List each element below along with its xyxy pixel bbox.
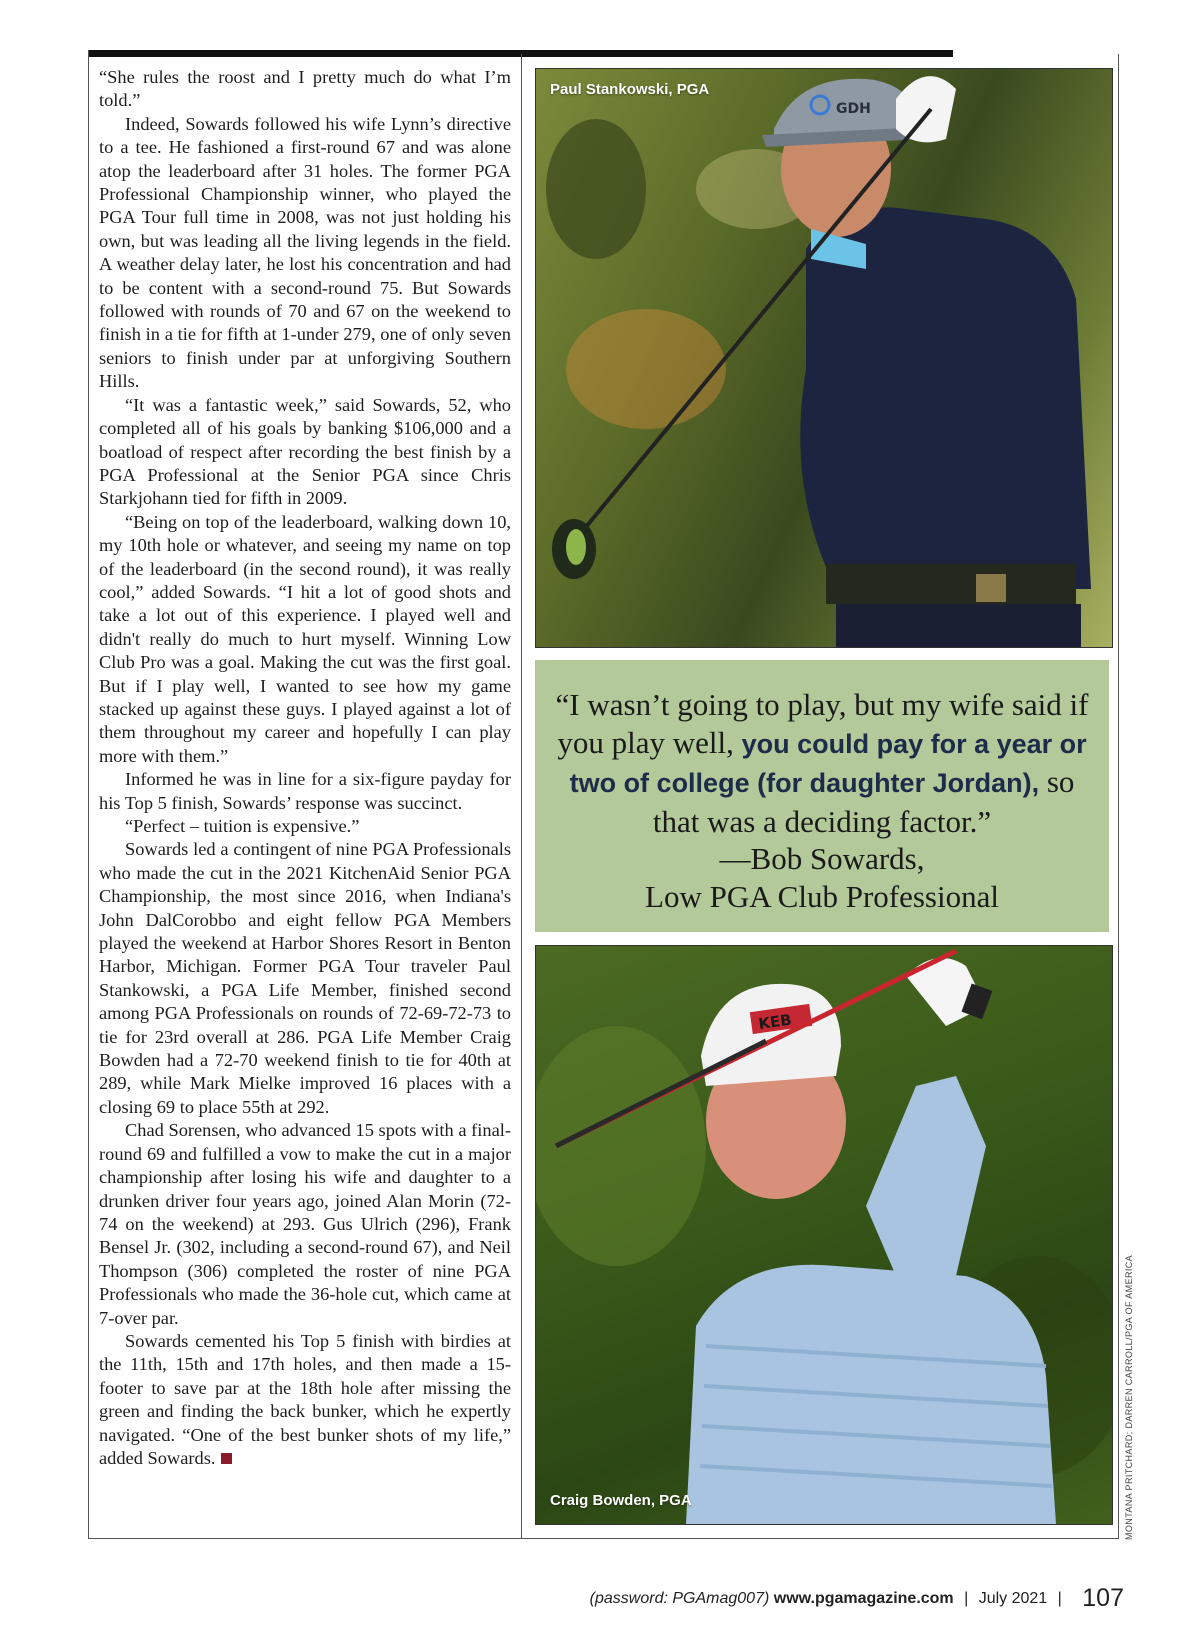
end-mark-icon [221,1453,232,1464]
article-body [99,66,511,1470]
frame-bottom-rule [88,1538,1119,1539]
quote-tail: so that was a deciding factor.” [652,764,1075,839]
footer-issue: July 2021 [978,1590,1048,1607]
article-paragraph-text: Sowards cemented his Top 5 finish with birdies at the 11th, 15th and 17th holes, and then made a 15-footer to save par at the 18th hole after missing the green and finding the back bunker, which he expertly navigated. “One of the best bunker shots of my life,” added Sowards. [99,1330,511,1468]
footer-separator: | [1057,1590,1062,1607]
quote-lead: “I wasn’t going to play, but my wife said if you play well, [555,687,1089,760]
footer-password: (password: PGAmag007) [589,1590,770,1607]
article-paragraph: Chad Sorensen, who advanced 15 spots with a final-round 69 and fulfilled a vow to make the cut in a major championship after losing his wife and daughter to a drunken driver four years ago, joined Alan Morin (72-74 on the weekend) at 293. Gus Ulrich (296), Frank Bensel Jr. (302, including a second-round 67), and Neil Thompson (306) completed the roster of nine PGA Professionals who made the 36-hole cut, which came at 7-over par. [99,1120,511,1328]
photo-caption-bottom: Craig Bowden, PGA [550,1492,692,1509]
photo-credit: MONTANA PRITCHARD; DARREN CARROLL/PGA OF AMERICA [1124,1254,1134,1540]
pull-quote-box [535,660,1109,932]
photo-paul-stankowski [535,68,1113,648]
frame-right-rule [1118,54,1119,1538]
photo-craig-bowden [535,945,1113,1525]
page-number: 107 [1082,1584,1124,1612]
golfer-illustration [536,69,1112,647]
article-paragraph: “She rules the roost and I pretty much do what I’m told.” [99,67,511,111]
footer-url-link[interactable]: www.pgamagazine.com [773,1590,954,1607]
article-paragraph: “It was a fantastic week,” said Sowards, 52, who completed all of his goals by banking $106,000 and a boatload of respect after recording the best finish by a PGA Professional at the Senior PGA since Chris Starkjohann tied for fifth in 2009. [99,394,511,509]
cap-logo-text: GDH [836,101,871,117]
frame-left-rule [88,50,89,1538]
photo-caption-top: Paul Stankowski, PGA [550,81,710,98]
article-last-paragraph [99,1330,511,1470]
column-divider [521,54,522,1538]
page-footer [590,1584,1124,1613]
article-paragraph: Informed he was in line for a six-figure payday for his Top 5 finish, Sowards’ response was succinct. [99,769,511,813]
article-paragraph: “Perfect – tuition is expensive.” [125,816,360,836]
footer-separator: | [964,1590,969,1607]
cap-logo-text: KEB [757,1010,793,1034]
article-paragraph: Sowards led a contingent of nine PGA Professionals who made the cut in the 2021 KitchenAid Senior PGA Championship, the most since 2016, when Indiana's John DalCorobbo and eight fellow PGA Members played the weekend at Harbor Shores Resort in Benton Harbor, Michigan. Former PGA Tour traveler Paul Stankowski, a PGA Life Member, finished second among PGA Professionals on rounds of 72-69-72-73 to tie for 23rd overall at 286. PGA Life Member Craig Bowden had a 72-70 weekend finish to tie for 40th at 289, while Mark Mielke improved 16 places with a closing 69 to place 55th at 292. [99,839,511,1117]
article-paragraph: Indeed, Sowards followed his wife Lynn’s directive to a tee. He fashioned a first-round 67 and was alone atop the leaderboard after 31 holes. The former PGA Professional Championship winner, who played the PGA Tour full time in 2008, was not just holding his own, but was leading all the living legends in the field. A weather delay later, he lost his concentration and had to be content with a second-round 75. But Sowards followed with rounds of 70 and 67 on the weekend to finish in a tie for fifth at 1-under 279, one of only seven seniors to finish under par at unforgiving Southern Hills. [99,113,511,392]
quote-bold: you could pay for a year or two of college (for daughter Jordan), [569,728,1087,798]
quote-speaker: —Bob Sowards, [719,841,925,876]
article-paragraph: “Being on top of the leaderboard, walking down 10, my 10th hole or whatever, and seeing my name on top of the leaderboard (in the second round), it was really cool,” added Sowards. “I hit a lot of good shots and take a lot out of this experience. I played well and didn't really do much to hurt myself. Winning Low Club Pro was a goal. Making the cut was the first goal. But if I play well, I wanted to see how my game stacked up against these guys. I played against a lot of them throughout my career and hopefully I can play more with them.” [99,511,511,766]
golfer-illustration [536,946,1112,1524]
pull-quote [549,686,1095,915]
quote-speaker-title: Low PGA Club Professional [645,878,999,914]
